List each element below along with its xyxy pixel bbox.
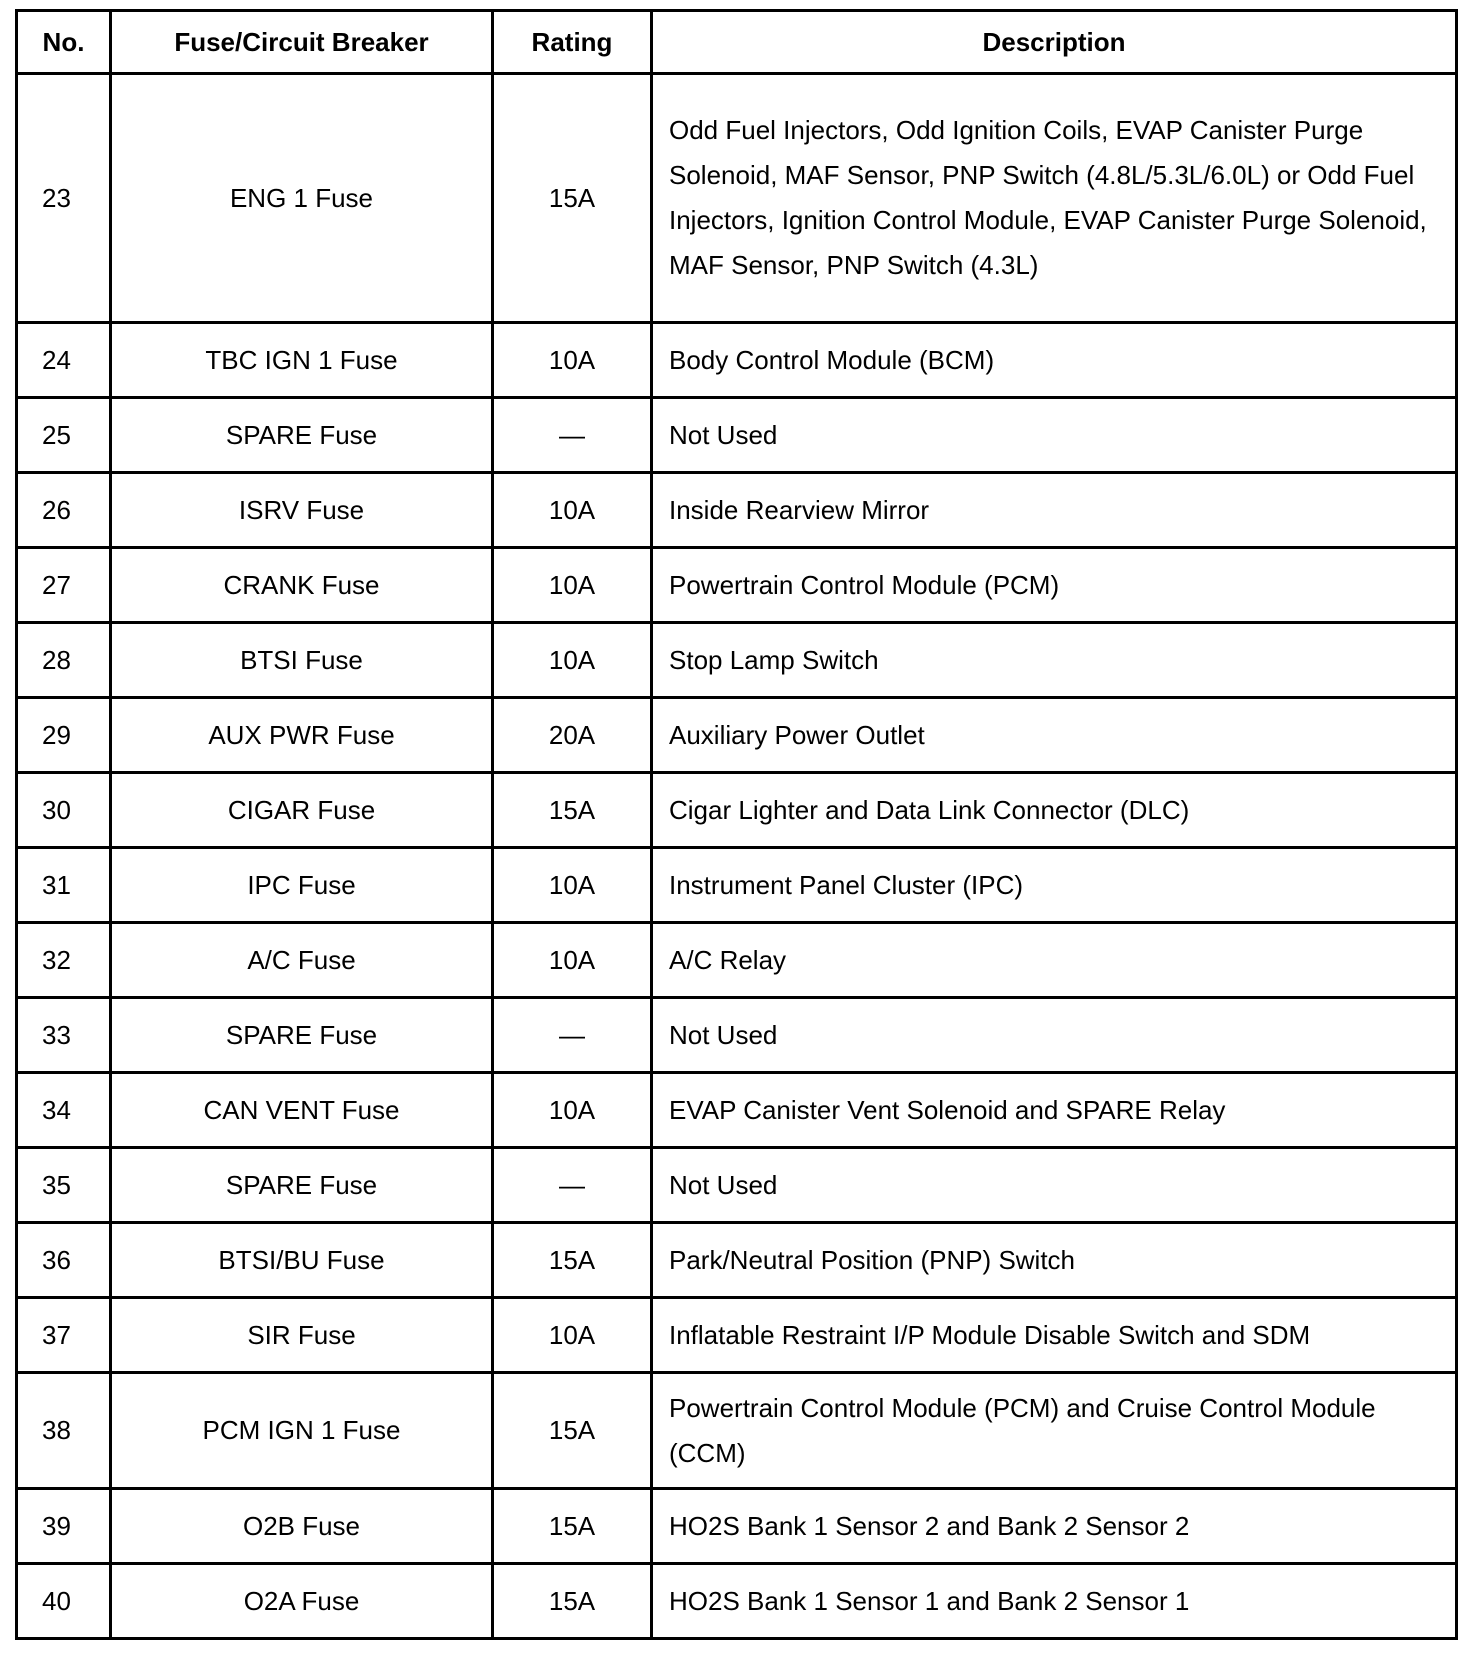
cell-no: 24 (17, 323, 111, 398)
cell-rating: 15A (493, 1223, 652, 1298)
cell-fuse: CAN VENT Fuse (111, 1073, 493, 1148)
cell-no: 33 (17, 998, 111, 1073)
cell-description: Not Used (652, 1148, 1457, 1223)
cell-no: 35 (17, 1148, 111, 1223)
cell-description: Stop Lamp Switch (652, 623, 1457, 698)
cell-fuse: CIGAR Fuse (111, 773, 493, 848)
cell-fuse: O2A Fuse (111, 1564, 493, 1639)
cell-description: Powertrain Control Module (PCM) (652, 548, 1457, 623)
cell-no: 27 (17, 548, 111, 623)
cell-no: 34 (17, 1073, 111, 1148)
cell-rating: 10A (493, 473, 652, 548)
table-row (17, 1489, 1457, 1564)
table-row (17, 473, 1457, 548)
cell-fuse: CRANK Fuse (111, 548, 493, 623)
table-row (17, 923, 1457, 998)
cell-rating: 10A (493, 548, 652, 623)
cell-description: Odd Fuel Injectors, Odd Ignition Coils, EVAP Canister Purge Solenoid, MAF Sensor, PNP Switch (4.8L/5.3L/6.0L) or Odd Fuel Injectors, Ignition Control Module, EVAP Canister Purge Solenoid, MAF Sensor, PNP Switch (4.3L) (652, 74, 1457, 323)
cell-rating: 20A (493, 698, 652, 773)
cell-rating: 15A (493, 74, 652, 323)
cell-description: Body Control Module (BCM) (652, 323, 1457, 398)
cell-fuse: SIR Fuse (111, 1298, 493, 1373)
column-header-description: Description (652, 11, 1457, 74)
cell-description: Not Used (652, 398, 1457, 473)
cell-no: 37 (17, 1298, 111, 1373)
cell-no: 38 (17, 1373, 111, 1489)
cell-description: Inflatable Restraint I/P Module Disable Switch and SDM (652, 1298, 1457, 1373)
cell-fuse: SPARE Fuse (111, 1148, 493, 1223)
cell-fuse: ISRV Fuse (111, 473, 493, 548)
cell-fuse: TBC IGN 1 Fuse (111, 323, 493, 398)
cell-fuse: SPARE Fuse (111, 998, 493, 1073)
table-row (17, 623, 1457, 698)
cell-rating: — (493, 1148, 652, 1223)
column-header-no: No. (17, 11, 111, 74)
cell-no: 29 (17, 698, 111, 773)
cell-fuse: AUX PWR Fuse (111, 698, 493, 773)
cell-rating: 10A (493, 323, 652, 398)
table-row (17, 1223, 1457, 1298)
cell-rating: 15A (493, 1373, 652, 1489)
cell-rating: 15A (493, 1564, 652, 1639)
cell-rating: 10A (493, 848, 652, 923)
cell-rating: — (493, 998, 652, 1073)
table-row (17, 548, 1457, 623)
fuse-table (15, 9, 1458, 1640)
cell-no: 23 (17, 74, 111, 323)
table-row (17, 998, 1457, 1073)
cell-no: 25 (17, 398, 111, 473)
cell-fuse: O2B Fuse (111, 1489, 493, 1564)
cell-description: Auxiliary Power Outlet (652, 698, 1457, 773)
cell-fuse: PCM IGN 1 Fuse (111, 1373, 493, 1489)
table-header-row (17, 11, 1457, 74)
cell-no: 31 (17, 848, 111, 923)
cell-no: 39 (17, 1489, 111, 1564)
table-row (17, 323, 1457, 398)
cell-no: 32 (17, 923, 111, 998)
table-row (17, 1373, 1457, 1489)
table-row (17, 698, 1457, 773)
cell-no: 30 (17, 773, 111, 848)
cell-fuse: BTSI/BU Fuse (111, 1223, 493, 1298)
cell-rating: — (493, 398, 652, 473)
cell-description: HO2S Bank 1 Sensor 1 and Bank 2 Sensor 1 (652, 1564, 1457, 1639)
cell-no: 28 (17, 623, 111, 698)
cell-rating: 15A (493, 773, 652, 848)
cell-description: Not Used (652, 998, 1457, 1073)
table-row (17, 74, 1457, 323)
cell-fuse: A/C Fuse (111, 923, 493, 998)
cell-description: HO2S Bank 1 Sensor 2 and Bank 2 Sensor 2 (652, 1489, 1457, 1564)
cell-no: 26 (17, 473, 111, 548)
table-row (17, 1298, 1457, 1373)
fuse-table-container (15, 9, 1455, 1640)
cell-rating: 10A (493, 623, 652, 698)
cell-no: 36 (17, 1223, 111, 1298)
cell-description: Instrument Panel Cluster (IPC) (652, 848, 1457, 923)
table-row (17, 1564, 1457, 1639)
table-row (17, 848, 1457, 923)
cell-no: 40 (17, 1564, 111, 1639)
cell-rating: 10A (493, 1073, 652, 1148)
cell-fuse: IPC Fuse (111, 848, 493, 923)
column-header-rating: Rating (493, 11, 652, 74)
table-row (17, 1148, 1457, 1223)
cell-description: EVAP Canister Vent Solenoid and SPARE Relay (652, 1073, 1457, 1148)
cell-rating: 10A (493, 923, 652, 998)
cell-rating: 15A (493, 1489, 652, 1564)
cell-description: A/C Relay (652, 923, 1457, 998)
cell-rating: 10A (493, 1298, 652, 1373)
table-row (17, 398, 1457, 473)
cell-fuse: BTSI Fuse (111, 623, 493, 698)
cell-fuse: SPARE Fuse (111, 398, 493, 473)
cell-description: Park/Neutral Position (PNP) Switch (652, 1223, 1457, 1298)
table-row (17, 773, 1457, 848)
cell-description: Powertrain Control Module (PCM) and Cruise Control Module (CCM) (652, 1373, 1457, 1489)
column-header-fuse: Fuse/Circuit Breaker (111, 11, 493, 74)
cell-fuse: ENG 1 Fuse (111, 74, 493, 323)
cell-description: Inside Rearview Mirror (652, 473, 1457, 548)
cell-description: Cigar Lighter and Data Link Connector (DLC) (652, 773, 1457, 848)
table-row (17, 1073, 1457, 1148)
